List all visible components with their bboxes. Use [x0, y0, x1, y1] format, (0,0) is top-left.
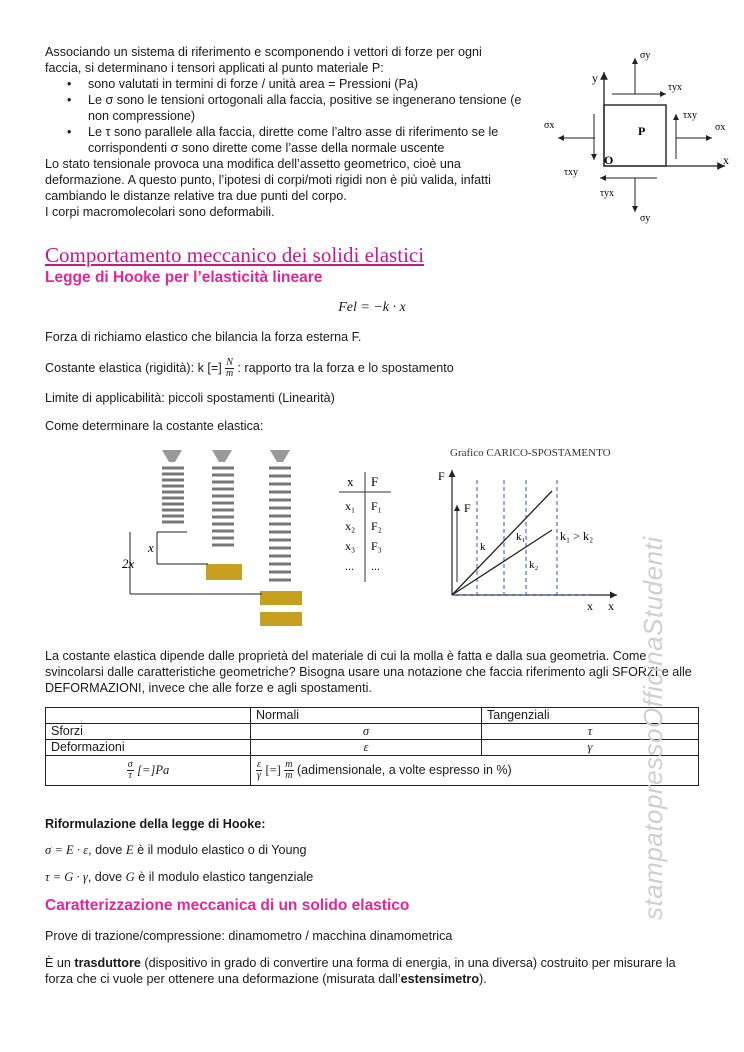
intro-bullet: • sono valutati in termini di forze / unità area = Pressioni (Pa) [45, 76, 535, 92]
unit-fraction [225, 358, 234, 379]
origin-label: O [604, 153, 614, 167]
chart-annot-k: k [480, 541, 486, 553]
section-title-comportamento: Comportamento meccanico dei solidi elastici [45, 243, 425, 267]
intro-paragraph: Lo stato tensionale provoca una modifica dell’assetto geometrico, cioè una deformazione. A questo punto, l’ipotesi di corpi/moti rigidi non è più valida, infatti cambiando le distanze relative tra due punti del corpo. [45, 157, 491, 203]
tau-yx-top-label: τyx [668, 82, 683, 93]
table-row [46, 724, 699, 740]
xf-cell: F₁ [371, 499, 382, 513]
tension-table [45, 707, 699, 786]
table-header-cell: Tangenziali [482, 708, 699, 724]
subtitle-legge-hooke: Legge di Hooke per l’elasticità lineare [45, 269, 323, 286]
tau-xy-left-label: τxy [564, 167, 579, 178]
axis-x-label: x [723, 153, 729, 167]
sigma-y-top-label: σy [640, 50, 651, 61]
spring-hook [270, 450, 290, 462]
sigma-y-bottom-label: σy [640, 213, 651, 224]
frac-num: ε [257, 759, 261, 770]
richiamo-text: Forza di richiamo elastico che bilancia la forza esterna F. [45, 330, 362, 344]
chart-title: Grafico CARICO-SPOSTAMENTO [450, 447, 611, 459]
point-label: P [638, 124, 646, 138]
xf-header-x: x [347, 474, 354, 489]
eq1-tail: è il modulo elastico o di Young [133, 843, 307, 857]
sigma-tau-fraction [127, 760, 134, 781]
xf-header-f: F [371, 474, 379, 489]
limite-text: Limite di applicabilità: piccoli spostamenti (Linearità) [45, 391, 335, 405]
intro-line-2: faccia, si determinano i tensori applicati al punto materiale P: [45, 61, 384, 75]
frac-den: m [225, 368, 234, 379]
tau-xy-right-label: τxy [683, 110, 698, 121]
weight-1 [206, 564, 242, 580]
trasduttore-paragraph [45, 955, 685, 987]
xf-cell: x₁ [345, 499, 356, 513]
spring-1 [162, 468, 184, 522]
spring-hook [212, 450, 232, 462]
table-row [46, 708, 699, 724]
table-cell: γ [482, 740, 699, 756]
costante-suffix: : rapporto tra la forza e lo spostamento [237, 360, 454, 375]
xf-cell: x₂ [345, 519, 356, 533]
eps-gamma-fraction [256, 760, 262, 781]
section-title-caratterizzazione: Caratterizzazione meccanica di un solido elastico [45, 897, 410, 914]
dimensionless-note: (adimensionale, a volte espresso in %) [297, 762, 512, 777]
eq2-tail: è il modulo elastico tangenziale [134, 870, 314, 884]
xf-cell: F₂ [371, 519, 382, 533]
chart-annot-f: F [464, 501, 471, 515]
costante-line [45, 358, 454, 379]
table-cell [46, 756, 251, 786]
costante-prefix: Costante elastica (rigidità): k [=] [45, 360, 222, 375]
eq2-math: τ = G · γ [45, 870, 88, 884]
frac-num: σ [127, 759, 133, 770]
spring-3 [269, 468, 291, 580]
trasd-text-1: È un [45, 956, 75, 970]
stress-element-diagram [540, 44, 740, 229]
table-header-cell [46, 708, 251, 724]
hooke-eq-2 [45, 869, 313, 885]
xf-cell: ... [371, 559, 380, 573]
xf-cell: F₃ [371, 539, 382, 553]
eq2-text: , dove [87, 870, 126, 884]
weight-2b [260, 612, 302, 626]
chart-y-label: F [438, 469, 445, 483]
chart-annot-compare: k₁ > k₂ [560, 529, 594, 543]
two-x-label: 2x [122, 556, 135, 571]
chart-annot-k2: k₂ [529, 559, 539, 571]
xf-cell: x₃ [345, 539, 356, 553]
intro-bullet: • Le σ sono le tensioni ortogonali alla faccia, positive se ingenerano tensione (e non compressione) [45, 92, 535, 124]
trasd-bold-2: estensimetro [400, 972, 480, 986]
section2-paragraph: La costante elastica dipende dalle proprietà del materiale di cui la molla è fatta e dalla sua geometria. Come svincolarsi dalle caratteristiche geometriche? Bisogna usare una notazione che faccia riferimento agli SFORZI e alle DEFORMAZIONI, invece che alle forze e agli spostamenti. [45, 649, 692, 695]
load-displacement-chart [432, 440, 642, 620]
table-row [46, 756, 699, 786]
intro-bullet: • Le τ sono parallele alla faccia, dirette come l’altro asse di riferimento se le corrispondenti σ sono dirette come l’asse della normale uscente [45, 124, 535, 156]
table-cell: Deformazioni [46, 740, 251, 756]
frac-num: N [226, 357, 233, 368]
intro-bullet-list [45, 76, 535, 156]
hooke-eq-1 [45, 842, 307, 858]
eq-symbol: [=] [265, 762, 281, 777]
trasd-text-2: (dispositivo in grado di convertire una forma di energia, in una diversa) costruito per misurare la forza che ci vuole per ottenere una deformazione (misurata dall’ [45, 956, 676, 986]
spring-hook [162, 450, 182, 462]
intro-block [45, 44, 535, 220]
come-text: Come determinare la costante elastica: [45, 419, 264, 433]
hooke-formula: Fel = −k · x [338, 300, 406, 315]
frac-den: m [285, 770, 293, 781]
table-cell: σ [251, 724, 482, 740]
axis-y-label: y [592, 71, 598, 85]
eq1-var: E [125, 843, 134, 857]
frac-num: m [285, 759, 293, 770]
x-label: x [148, 540, 154, 555]
hooke-reform-title: Riformulazione della legge di Hooke: [45, 817, 266, 831]
trasd-text-3: ). [479, 972, 487, 986]
chart-x-label-2: x [608, 599, 614, 613]
eq1-math: σ = E · ε [45, 843, 89, 857]
sigma-x-left-label: σx [544, 120, 555, 131]
eq2-var: G [125, 870, 135, 884]
pa-unit: [=]Pa [137, 762, 170, 777]
frac-den: γ [257, 770, 261, 781]
table-cell: τ [482, 724, 699, 740]
table-header-cell: Normali [251, 708, 482, 724]
spring-2 [212, 468, 234, 545]
chart-annot-k1: k₁ [516, 531, 526, 543]
xf-table [335, 470, 395, 586]
prove-text: Prove di trazione/compressione: dinamometro / macchina dinamometrica [45, 929, 453, 943]
table-cell: ε [251, 740, 482, 756]
m-m-fraction [284, 760, 293, 781]
xf-cell: ... [345, 559, 354, 573]
tau-yx-bottom-label: τyx [600, 188, 615, 199]
eq1-text: , dove [88, 843, 126, 857]
table-cell: Sforzi [46, 724, 251, 740]
frac-den: τ [128, 770, 133, 781]
weight-2a [260, 591, 302, 605]
intro-line-1: Associando un sistema di riferimento e scomponendo i vettori di forze per ogni [45, 45, 482, 59]
watermark: stampatopressoOfficinaStudenti [638, 536, 668, 920]
sigma-x-right-label: σx [715, 122, 726, 133]
chart-x-label: x [587, 599, 593, 613]
table-row [46, 740, 699, 756]
table-cell [251, 756, 699, 786]
intro-paragraph-2: I corpi macromolecolari sono deformabili. [45, 205, 275, 219]
trasd-bold: trasduttore [74, 956, 141, 970]
